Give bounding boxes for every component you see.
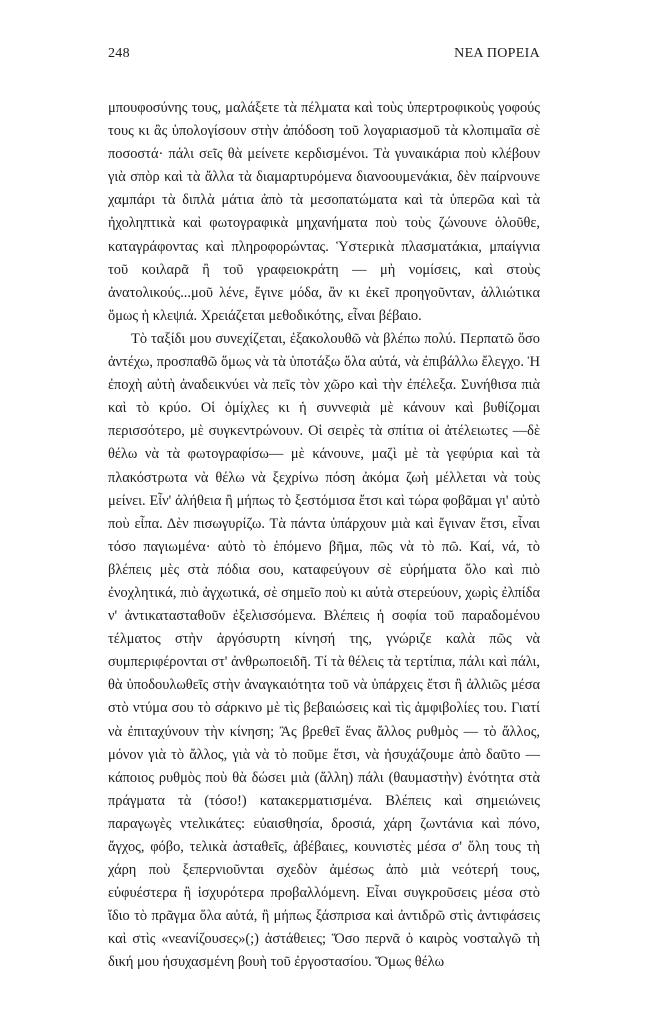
page-header xyxy=(108,46,540,64)
page-number: 248 xyxy=(108,46,130,61)
paragraph-1: μπουφοσύνης τους, μαλάξετε τὰ πέλματα καὶ τοὺς ὑπερτροφικοὺς γοφούς τους κι ἂς ὑπολογίσουν στὴν ἀπόδοση τοῦ λογαριασμοῦ τὰ κλοπιμαῖα σὲ ποσοστά· πάλι σεῖς θὰ μείνετε κερδισμένοι. Τὰ γυναικάρια ποὺ κλέβουν γιὰ σπὸρ καὶ τὰ ἄλλα τὰ διαμαρτυρόμενα διανοουμενάκια, δὲν παίρνουνε χαμπάρι τὰ διπλὰ μάτια ἀπὸ τὰ μεσοπατώματα καὶ τὰ ὑπερῶα καὶ τὰ ἠχοληπτικὰ καὶ φωτογραφικὰ μηχανήματα ποὺ τοὺς ζώνουνε ὁλοῦθε, καταγράφοντας καὶ πληροφορώντας. Ὑστερικὰ πλασματάκια, μπαίγνια τοῦ κοιλαρᾶ ἢ τοῦ γραφειοκράτη — μὴ νομίσεις, καὶ στοὺς ἀνατολικούς...μοῦ λένε, ἔγινε μόδα, ἂν κι ἐκεῖ προηγοῦνταν, ἀλλιώτικα ὅμως ἡ κλεψιά. Χρειάζεται μεθοδικότης, εἶναι βέβαιο. xyxy=(108,100,540,324)
running-title: ΝΕΑ ΠΟΡΕΙΑ xyxy=(454,46,540,61)
body-text xyxy=(108,97,540,975)
paragraph-2: Τὸ ταξίδι μου συνεχίζεται, ἐξακολουθῶ νὰ βλέπω πολύ. Περπατῶ ὅσο ἀντέχω, προσπαθῶ ὅμως νὰ τὰ ὑποτάξω ὅλα αὐτά, νὰ ἐπιβάλλω ἔλεγχο. Ἡ ἐποχὴ αὐτὴ ἀναδεικνύει νὰ πεῖς τὸν χῶρο καὶ τὴν ἐπέλεξα. Συνήθισα πιὰ καὶ τὸ κρύο. Οἱ ὀμίχλες κι ἡ συννεφιὰ μὲ κάνουν καὶ βυθίζομαι περισσότερο, μὲ συγκεντρώνουν. Οἱ σειρὲς τὰ σπίτια οἱ ἀτέλειωτες —δὲ θέλω νὰ τὰ φωτογραφίσω— μὲ κάνουνε, μαζὶ μὲ τὰ γεφύρια καὶ τὰ πλακόστρωτα νὰ θέλω νὰ ξεχρίνω πόση ἀκόμα ζωὴ μέλλεται νὰ τοὺς μείνει. Εἶν' ἀλήθεια ἢ μήπως τὸ ξεστόμισα ἔτσι καὶ τώρα φοβᾶμαι γι' αὐτὸ ποὺ εἶπα. Δὲν πισωγυρίζω. Τὰ πάντα ὑπάρχουν μιὰ καὶ ἔγιναν ἔτσι, εἶναι τόσο παγιωμένα· αὐτὸ τὸ ἑπόμενο βῆμα, πῶς νὰ τὸ πῶ. Καί, νά, τὸ βλέπεις μὲς στὰ πόδια σου, καταφεύγουν σὲ εὑρήματα ὅλο καὶ πιὸ ἐνοχλητικά, πιὸ ἀγχωτικά, σὲ σημεῖο ποὺ κι αὐτὰ στερεύουν, χωρὶς ἐλπίδα ν' ἀντικατασταθοῦν ἐξελισσόμενα. Βλέπεις ἡ σοφία τοῦ παραδομένου τέλματος στὴν ἀργόσυρτη κίνησή της, γνώριζε καλὰ πῶς νὰ συμπεριφέρονται στ' ἀνθρωποειδῆ. Τί τὰ θέλεις τὰ τερτίπια, πάλι καὶ πάλι, θὰ ὑποδουλωθεῖς στὴν ἀναγκαιότητα τοῦ νὰ ὑπάρχεις ἔτσι ἢ ἀλλιῶς μέσα στὸ ντύμα σου τὸ σάρκινο μὲ τὶς βεβαιώσεις καὶ τὶς ἀμφιβολίες του. Γιατί νὰ ἐπιταχύνουν τὴν κίνηση; Ἂς βρεθεῖ ἕνας ἄλλος ρυθμὸς — τὸ ἄλλος, μόνον γιὰ τὸ ἄλλος, γιὰ νὰ τὸ ποῦμε ἔτσι, νὰ ἡσυχάζουμε ἀπὸ δαῦτο — κάποιος ρυθμὸς ποὺ θὰ δώσει μιὰ (ἄλλη) πάλι (θαυμαστὴν) ἑνότητα στὰ πράγματα τὰ (τόσο!) κατακερματισμένα. Βλέπεις καὶ σημειώνεις παραγωγὲς ντελικάτες: εὐαισθησία, δροσιά, χάρη ζωντάνια καὶ πόνο, ἄγχος, φόβο, τελικὰ ἀσταθεῖς, ἀβέβαιες, κουνιστὲς μέσα σ' ὅλη τους τὴ χάρη ποὺ ξεπερνιοῦνται σχεδὸν ἀμέσως ἀπὸ μιὰ νεότερή τους, εὐφυέστερα ἢ ἰσχυρότερα προβαλλόμενη. Εἶναι συγκροῦσεις μέσα στὸ ἴδιο τὸ πρᾶγμα ὅλα αὐτά, ἢ μήπως ξάσπρισα καὶ ἀντιδρῶ στὶς ἀντιφάσεις καὶ στὶς «νεανίζουσες»(;) ἀστάθειες; Ὅσο περνᾶ ὁ καιρὸς νοσταλγῶ τὴ δική μου ἡσυχασμένη βουὴ τοῦ ἐργοστασίου. Ὅμως θέλω xyxy=(108,330,540,971)
